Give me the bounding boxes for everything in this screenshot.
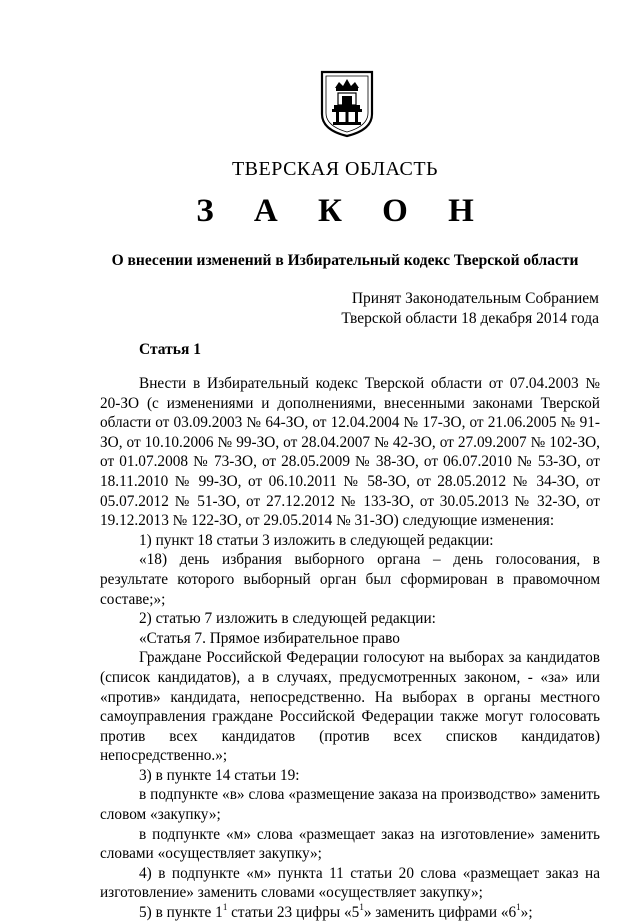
adoption-note-line-2: Тверской области 18 декабря 2014 года — [341, 310, 599, 327]
amendment-item-4: 4) в подпункте «м» пункта 11 статьи 20 слова «размещает заказ на изготовление» заменить словами «осуществляет закупку»; — [100, 864, 600, 902]
tver-coat-of-arms-emblem — [318, 68, 376, 138]
amendment-item-3-subitem-v: в подпункте «в» слова «размещение заказа на производство» заменить словом «закупку»; — [100, 786, 600, 824]
article-body — [100, 374, 600, 923]
item-5-part-d: »; — [520, 904, 533, 922]
amendment-item-2-heading: «Статья 7. Прямое избирательное право — [139, 629, 400, 647]
item-5-part-a: 5) в пункте 1 — [139, 904, 223, 922]
adoption-note-line-1: Принят Законодательным Собранием — [351, 290, 599, 307]
amendment-item-2-end: непосредственно.»; — [100, 747, 228, 765]
document-type-heading: З А К О Н — [196, 193, 490, 229]
item-5-superscript-3: 1 — [516, 901, 521, 912]
item-5-superscript-2: 1 — [359, 901, 364, 912]
amendment-item-3-subitem-m: в подпункте «м» слова «размещает заказ на изготовление» заменить словами «осуществляет закупку»; — [100, 825, 600, 863]
article-heading: Статья 1 — [139, 341, 201, 358]
amendment-item-3: 3) в пункте 14 статьи 19: — [139, 766, 300, 784]
amendment-item-2-text: Граждане Российской Федерации голосуют на выборах за кандидатов (список кандидатов), а в случаях, предусмотренных законом, - «за» или «против» кандидата, непосредственно. На выборах в органы местного самоуправления граждане Российской Федерации также могут голосовать против всех кандидатов (против всех списков кандидатов) — [100, 649, 600, 745]
amendment-item-1-quote: «18) день избрания выборного органа – день голосования, в результате которого выборный орган был сформирован в правомочном составе;»; — [100, 551, 600, 608]
amendment-item-2: 2) статью 7 изложить в следующей редакции: — [139, 610, 436, 628]
item-5-superscript-1: 1 — [222, 901, 228, 912]
article-intro-paragraph: Внести в Избирательный кодекс Тверской области от 07.04.2003 № 20-ЗО (с изменениями и дополнениями, внесенными законами Тверской области от 03.09.2003 № 64-ЗО, от 12.04.2004 № 17-ЗО, от 21.06.2005 № 91-ЗО, от 10.10.2006 № 99-ЗО, от 28.04.2007 № 42-ЗО, от 27.09.2007 № 102-ЗО, от 01.07.2008 № 73-ЗО, от 28.05.2009 № 38-ЗО, от 06.07.2010 № 53-ЗО, от 18.11.2010 № 99-ЗО, от 06.10.2011 № 58-ЗО, от 28.05.2012 № 34-ЗО, от 05.07.2012 № 51-ЗО, от 27.12.2012 № 133-ЗО, от 30.05.2013 № 32-ЗО, от 19.12.2013 № 122-ЗО, от 29.05.2014 № 31-ЗО) следующие изменения: — [100, 375, 600, 530]
amendment-item-5 — [100, 903, 600, 923]
adoption-note — [341, 289, 599, 329]
item-5-part-c: » заменить цифрами «6 — [363, 904, 517, 922]
amendment-item-1: 1) пункт 18 статьи 3 изложить в следующей редакции: — [139, 531, 494, 549]
law-title: О внесении изменений в Избирательный кодекс Тверской области — [111, 252, 579, 269]
region-name: ТВЕРСКАЯ ОБЛАСТЬ — [231, 158, 439, 180]
item-5-part-b: статьи 23 цифры «5 — [227, 904, 360, 922]
